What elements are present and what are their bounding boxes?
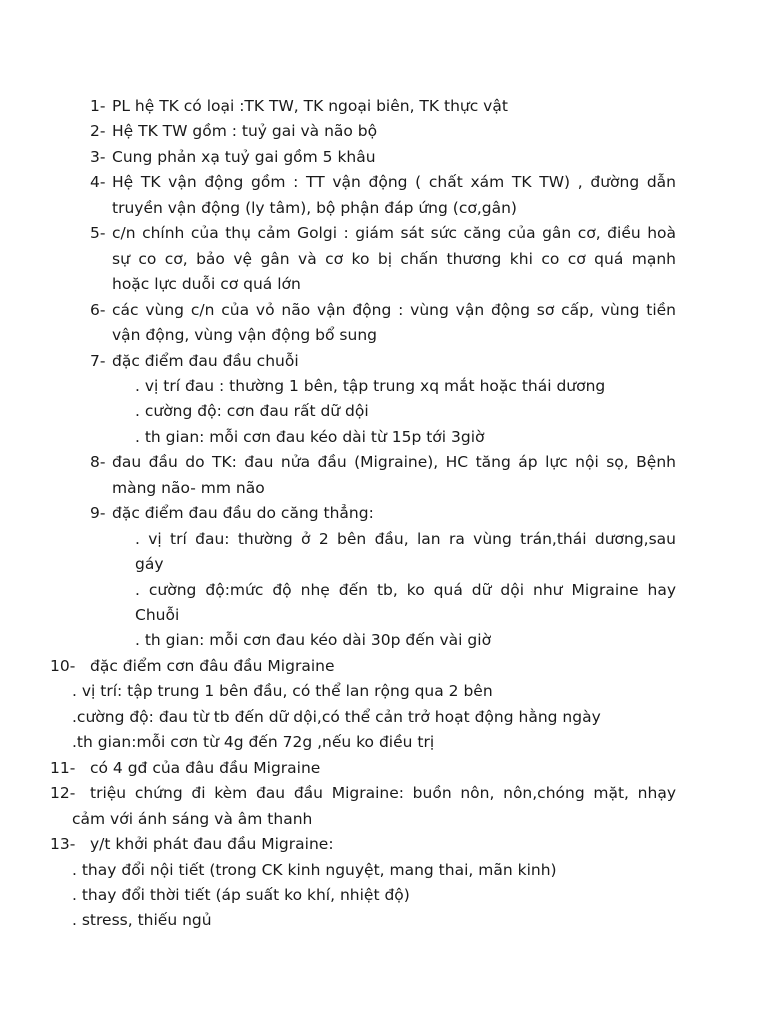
- sub-item-text: . stress, thiếu ngủ: [72, 911, 212, 930]
- sub-item-text: gáy: [135, 555, 164, 574]
- list-item-text: PL hệ TK có loại :TK TW, TK ngoại biên, TK thực vật: [112, 97, 508, 115]
- sub-item-text: . th gian: mỗi cơn đau kéo dài 30p đến vài giờ: [135, 631, 492, 650]
- list-item-text: Cung phản xạ tuỷ gai gồm 5 khâu: [112, 147, 376, 166]
- sub-item-text: . vị trí đau: thường ở 2 bên đầu, lan ra vùng trán,thái dương,sau: [135, 529, 676, 548]
- list-item-number: 6-: [90, 300, 106, 319]
- list-item-number: 10-: [50, 656, 76, 675]
- sub-item-text: . cường độ:mức độ nhẹ đến tb, ko quá dữ dội như Migraine hay: [135, 580, 676, 599]
- sub-item-text: .th gian:mỗi cơn từ 4g đến 72g ,nếu ko điều trị: [72, 733, 435, 752]
- list-item-number: 9-: [90, 504, 106, 523]
- list-item-text: sự co cơ, bảo vệ gân và cơ ko bị chấn thương khi co cơ quá mạnh: [112, 249, 676, 268]
- list-item-text: c/n chính của thụ cảm Golgi : giám sát sức căng của gân cơ, điều hoà: [112, 224, 676, 243]
- list-item-text: có 4 gđ của đâu đầu Migraine: [90, 758, 321, 777]
- list-item-number: 7-: [90, 351, 106, 370]
- list-item-text: hoặc lực duỗi cơ quá lớn: [112, 275, 301, 294]
- sub-item-text: . thay đổi thời tiết (áp suất ko khí, nhiệt độ): [72, 885, 410, 904]
- list-item-number: 1-: [90, 97, 106, 115]
- list-item-text: đặc điểm đau đầu do căng thẳng:: [112, 504, 374, 523]
- list-item-text: đặc điểm cơn đâu đầu Migraine: [90, 656, 335, 675]
- list-item-text: Hệ TK TW gồm : tuỷ gai và não bộ: [112, 122, 378, 141]
- list-item-number: 11-: [50, 758, 76, 777]
- sub-item-text: . th gian: mỗi cơn đau kéo dài từ 15p tới 3giờ: [135, 427, 485, 446]
- list-item-number: 8-: [90, 453, 106, 472]
- list-item-number: 2-: [90, 122, 106, 141]
- list-item-text: y/t khởi phát đau đầu Migraine:: [90, 835, 334, 854]
- list-item-number: 12-: [50, 784, 76, 803]
- list-item-text: triệu chứng đi kèm đau đầu Migraine: buồn nôn, nôn,chóng mặt, nhạy: [90, 784, 676, 803]
- list-item-text: cảm với ánh sáng và âm thanh: [72, 809, 313, 828]
- list-item-text: màng não- mm não: [112, 478, 265, 497]
- sub-item-text: . thay đổi nội tiết (trong CK kinh nguyệt, mang thai, mãn kinh): [72, 860, 557, 879]
- sub-item-text: . vị trí đau : thường 1 bên, tập trung xq mắt hoặc thái dương: [135, 376, 606, 395]
- sub-item-text: . cường độ: cơn đau rất dữ dội: [135, 402, 369, 421]
- sub-item-text: .cường độ: đau từ tb đến dữ dội,có thể cản trở hoạt động hằng ngày: [72, 707, 601, 726]
- list-item-text: vận động, vùng vận động bổ sung: [112, 326, 377, 345]
- list-item-text: các vùng c/n của vỏ não vận động : vùng vận động sơ cấp, vùng tiền: [112, 300, 676, 319]
- list-item-text: Hệ TK vận động gồm : TT vận động ( chất xám TK TW) , đường dẫn: [112, 173, 676, 192]
- list-item-number: 3-: [90, 147, 106, 166]
- list-item-text: đặc điểm đau đầu chuỗi: [112, 351, 299, 370]
- list-item-text: truyền vận động (ly tâm), bộ phận đáp ứng (cơ,gân): [112, 198, 517, 217]
- list-item-number: 5-: [90, 224, 106, 243]
- list-item-text: đau đầu do TK: đau nửa đầu (Migraine), HC tăng áp lực nội sọ, Bệnh: [112, 453, 676, 472]
- sub-item-text: Chuỗi: [135, 606, 180, 624]
- list-item-number: 4-: [90, 173, 106, 192]
- list-item-number: 13-: [50, 835, 76, 854]
- sub-item-text: . vị trí: tập trung 1 bên đầu, có thể lan rộng qua 2 bên: [72, 682, 493, 701]
